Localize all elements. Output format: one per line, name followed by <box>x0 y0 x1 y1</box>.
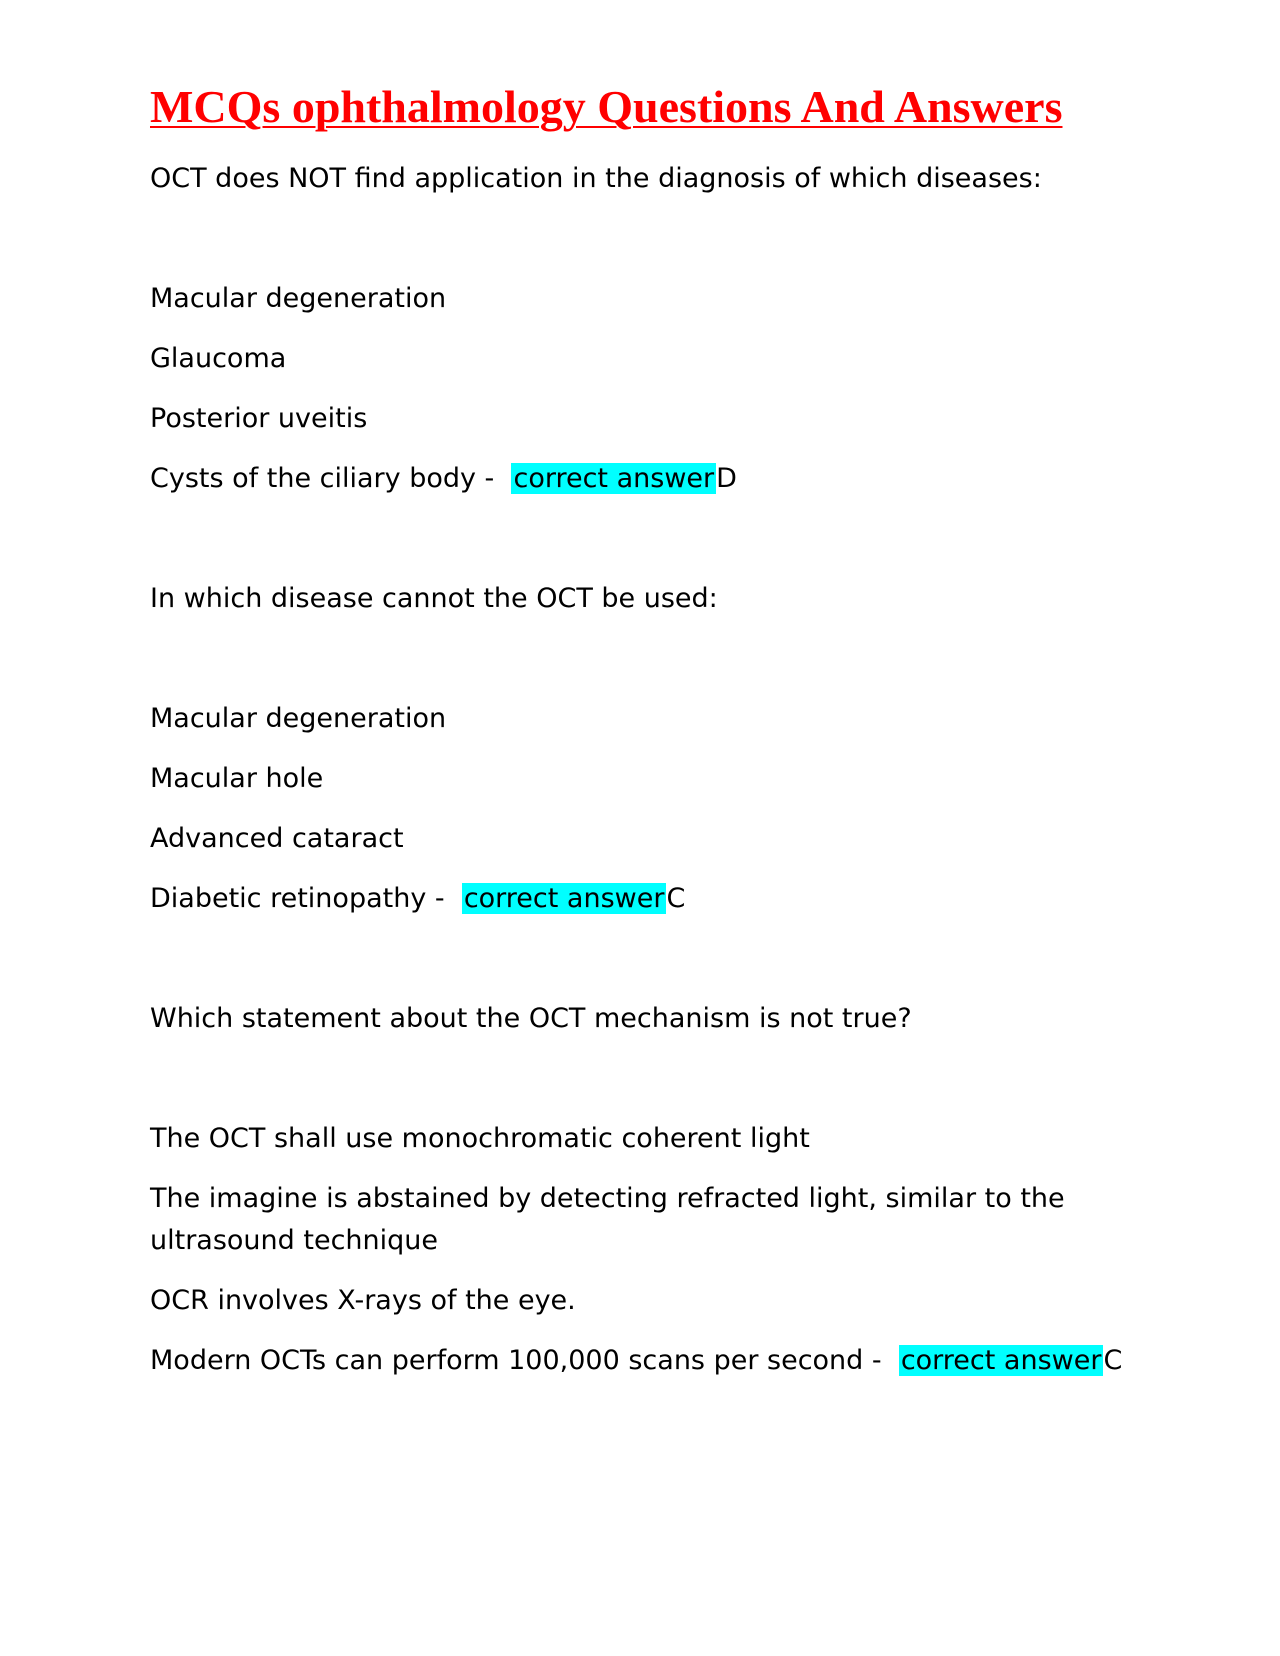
option-list <box>150 698 1140 920</box>
option-d-text: Diabetic retinopathy - <box>150 883 445 914</box>
correct-answer-highlight: correct answer <box>900 1345 1102 1376</box>
option-d-text: Modern OCTs can perform 100,000 scans per second - <box>150 1345 882 1376</box>
option-a: Macular degeneration <box>150 703 447 734</box>
question-text: In which disease cannot the OCT be used: <box>150 583 718 614</box>
option-d <box>150 878 1140 920</box>
question-spacer <box>150 200 1140 278</box>
question-text: OCT does NOT find application in the diagnosis of which diseases: <box>150 163 1042 194</box>
option-c: Advanced cataract <box>150 823 404 854</box>
page-title: MCQs ophthalmology Questions And Answers <box>150 81 1063 132</box>
correct-answer-highlight: correct answer <box>513 463 715 494</box>
question-spacer <box>150 1040 1140 1118</box>
option-b: The imagine is abstained by detecting refracted light, similar to the ultrasound technique <box>150 1183 1065 1256</box>
option-a: Macular degeneration <box>150 283 447 314</box>
question-block-1 <box>150 158 1140 500</box>
answer-letter: C <box>666 883 686 914</box>
option-c: OCR involves X-rays of the eye. <box>150 1285 576 1316</box>
option-c: Posterior uveitis <box>150 403 368 434</box>
document-content <box>150 78 1140 1382</box>
answer-letter: C <box>1103 1345 1123 1376</box>
title-spacer <box>150 136 1140 158</box>
option-b: Glaucoma <box>150 343 287 374</box>
option-d-text: Cysts of the ciliary body - <box>150 463 495 494</box>
question-text: Which statement about the OCT mechanism is not true? <box>150 1003 912 1034</box>
question-block-3 <box>150 998 1140 1382</box>
option-d <box>150 1340 1140 1382</box>
question-block-2 <box>150 578 1140 920</box>
correct-answer-highlight: correct answer <box>463 883 665 914</box>
option-a: The OCT shall use monochromatic coherent light <box>150 1123 810 1154</box>
answer-letter: D <box>716 463 737 494</box>
question-gap <box>150 500 1140 578</box>
question-spacer <box>150 620 1140 698</box>
option-list <box>150 1118 1140 1382</box>
question-gap <box>150 920 1140 998</box>
option-d <box>150 458 1140 500</box>
option-list <box>150 278 1140 500</box>
option-b: Macular hole <box>150 763 324 794</box>
